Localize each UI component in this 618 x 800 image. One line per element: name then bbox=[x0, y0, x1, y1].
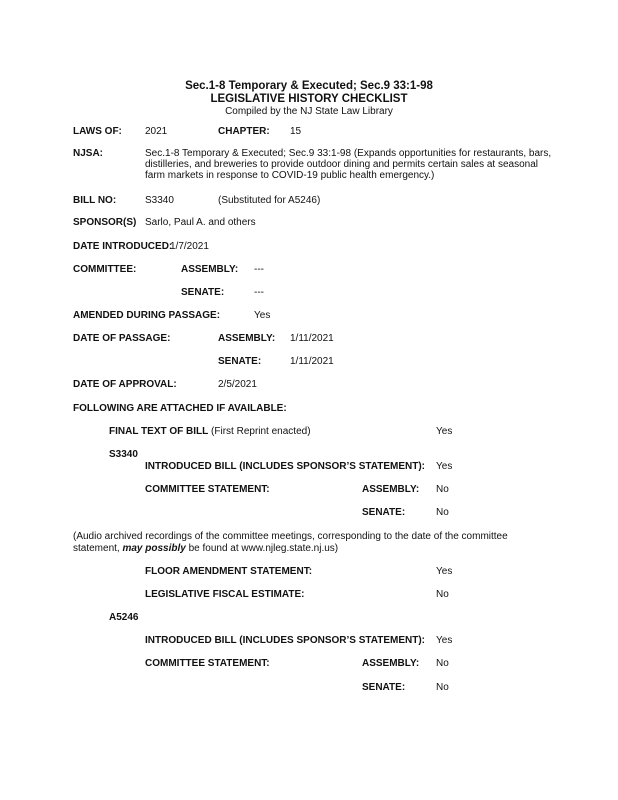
a5246-senate-label: SENATE: bbox=[362, 682, 406, 693]
s3340-label: S3340 bbox=[109, 449, 138, 460]
amended-value: Yes bbox=[254, 310, 271, 321]
sponsors-value: Sarlo, Paul A. and others bbox=[145, 217, 256, 228]
a5246-label: A5246 bbox=[109, 612, 139, 623]
floor-amendment-value: Yes bbox=[436, 566, 453, 577]
amended-label: AMENDED DURING PASSAGE: bbox=[73, 310, 221, 321]
a5246-assembly-value: No bbox=[436, 658, 449, 669]
approval-label: DATE OF APPROVAL: bbox=[73, 379, 177, 390]
s3340-introduced-value: Yes bbox=[436, 461, 453, 472]
doc-title-line2: LEGISLATIVE HISTORY CHECKLIST bbox=[210, 93, 408, 105]
sponsors-label: SPONSOR(S) bbox=[73, 217, 137, 228]
committee-assembly-label: ASSEMBLY: bbox=[181, 264, 239, 275]
date-introduced-label: DATE INTRODUCED: bbox=[73, 241, 173, 252]
floor-amendment-label: FLOOR AMENDMENT STATEMENT: bbox=[145, 566, 313, 577]
committee-senate-value: --- bbox=[254, 287, 264, 298]
committee-assembly-value: --- bbox=[254, 264, 264, 275]
passage-assembly-value: 1/11/2021 bbox=[290, 333, 334, 344]
a5246-assembly-label: ASSEMBLY: bbox=[362, 658, 420, 669]
passage-senate-value: 1/11/2021 bbox=[290, 356, 334, 367]
approval-value: 2/5/2021 bbox=[218, 379, 257, 390]
passage-label: DATE OF PASSAGE: bbox=[73, 333, 171, 344]
njsa-label: NJSA: bbox=[73, 148, 104, 159]
fiscal-estimate-value: No bbox=[436, 589, 449, 600]
chapter-value: 15 bbox=[290, 126, 302, 137]
fiscal-estimate-label: LEGISLATIVE FISCAL ESTIMATE: bbox=[145, 589, 305, 600]
final-text-note: (First Reprint enacted) bbox=[211, 426, 311, 437]
bill-no-label: BILL NO: bbox=[73, 195, 117, 206]
passage-assembly-label: ASSEMBLY: bbox=[218, 333, 276, 344]
committee-label: COMMITTEE: bbox=[73, 264, 137, 275]
audio-note-line2 bbox=[73, 543, 338, 555]
njsa-line3: farm markets in response to COVID-19 public health emergency.) bbox=[145, 170, 435, 181]
passage-senate-label: SENATE: bbox=[218, 356, 262, 367]
laws-of-value: 2021 bbox=[145, 126, 168, 137]
audio-note-emphasis: may possibly bbox=[122, 543, 186, 554]
chapter-label: CHAPTER: bbox=[218, 126, 270, 137]
final-text-row bbox=[109, 426, 311, 438]
a5246-committee-label: COMMITTEE STATEMENT: bbox=[145, 658, 270, 669]
committee-senate-label: SENATE: bbox=[181, 287, 225, 298]
doc-title-line1: Sec.1-8 Temporary & Executed; Sec.9 33:1-98 bbox=[185, 80, 433, 92]
bill-no-value: S3340 bbox=[145, 195, 174, 206]
doc-subtitle: Compiled by the NJ State Law Library bbox=[225, 106, 393, 117]
final-text-label: FINAL TEXT OF BILL bbox=[109, 426, 209, 437]
s3340-committee-label: COMMITTEE STATEMENT: bbox=[145, 484, 270, 495]
s3340-senate-label: SENATE: bbox=[362, 507, 406, 518]
s3340-assembly-value: No bbox=[436, 484, 449, 495]
a5246-introduced-label: INTRODUCED BILL (INCLUDES SPONSOR’S STATEMENT): bbox=[145, 635, 425, 646]
bill-no-note: (Substituted for A5246) bbox=[218, 195, 321, 206]
attached-heading: FOLLOWING ARE ATTACHED IF AVAILABLE: bbox=[73, 403, 287, 414]
audio-note-suffix: be found at www.njleg.state.nj.us) bbox=[185, 543, 339, 554]
audio-note-line1: (Audio archived recordings of the committee meetings, corresponding to the date of the committee bbox=[73, 531, 508, 542]
laws-of-label: LAWS OF: bbox=[73, 126, 122, 137]
njsa-line2: distilleries, and breweries to provide outdoor dining and permits certain sales at seasonal bbox=[145, 159, 538, 170]
njsa-line1: Sec.1-8 Temporary & Executed; Sec.9 33:1-98 (Expands opportunities for restaurants, bars, bbox=[145, 148, 552, 159]
audio-note-prefix: statement, bbox=[73, 543, 123, 554]
date-introduced-value: 1/7/2021 bbox=[170, 241, 209, 252]
s3340-introduced-label: INTRODUCED BILL (INCLUDES SPONSOR’S STATEMENT): bbox=[145, 461, 425, 472]
s3340-senate-value: No bbox=[436, 507, 449, 518]
a5246-introduced-value: Yes bbox=[436, 635, 453, 646]
a5246-senate-value: No bbox=[436, 682, 449, 693]
s3340-assembly-label: ASSEMBLY: bbox=[362, 484, 420, 495]
final-text-value: Yes bbox=[436, 426, 453, 437]
